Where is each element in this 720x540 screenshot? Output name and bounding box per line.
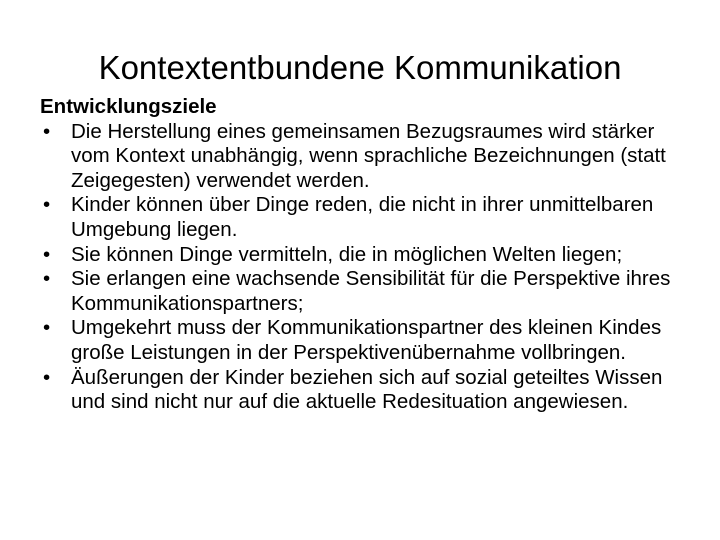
bullet-item <box>40 193 690 242</box>
bullet-item <box>40 120 690 194</box>
bullet-text: Kinder können über Dinge reden, die nicht in ihrer unmittelbaren Umgebung liegen. <box>71 193 654 241</box>
bullet-text: Sie erlangen eine wachsende Sensibilität für die Perspektive ihres Kommunikationspartners; <box>71 267 671 315</box>
bullet-item <box>40 243 690 268</box>
bullet-item <box>40 316 690 365</box>
bullet-text: Äußerungen der Kinder beziehen sich auf sozial geteiltes Wissen und sind nicht nur auf die aktuelle Redesituation angewiesen. <box>71 365 663 414</box>
slide-content <box>40 95 690 415</box>
bullet-icon: • <box>43 316 51 340</box>
bullet-list <box>40 120 690 415</box>
bullet-text: Umgekehrt muss der Kommunikationspartner des kleinen Kindes große Leistungen in der Perspektivenübernahme vollbringen. <box>71 316 662 364</box>
bullet-item <box>40 366 690 415</box>
bullet-icon: • <box>43 365 51 389</box>
section-heading: Entwicklungsziele <box>40 95 217 118</box>
bullet-text: Sie können Dinge vermitteln, die in möglichen Welten liegen; <box>71 242 623 266</box>
bullet-text: Die Herstellung eines gemeinsamen Bezugsraumes wird stärker vom Kontext unabhängig, wenn sprachliche Bezeichnungen (statt Zeigegesten) verwendet werden. <box>71 119 666 192</box>
bullet-icon: • <box>43 119 51 143</box>
bullet-icon: • <box>43 242 51 266</box>
slide-title: Kontextentbundene Kommunikation <box>98 49 622 86</box>
bullet-icon: • <box>43 193 51 217</box>
bullet-item <box>40 267 690 316</box>
bullet-icon: • <box>43 267 51 291</box>
